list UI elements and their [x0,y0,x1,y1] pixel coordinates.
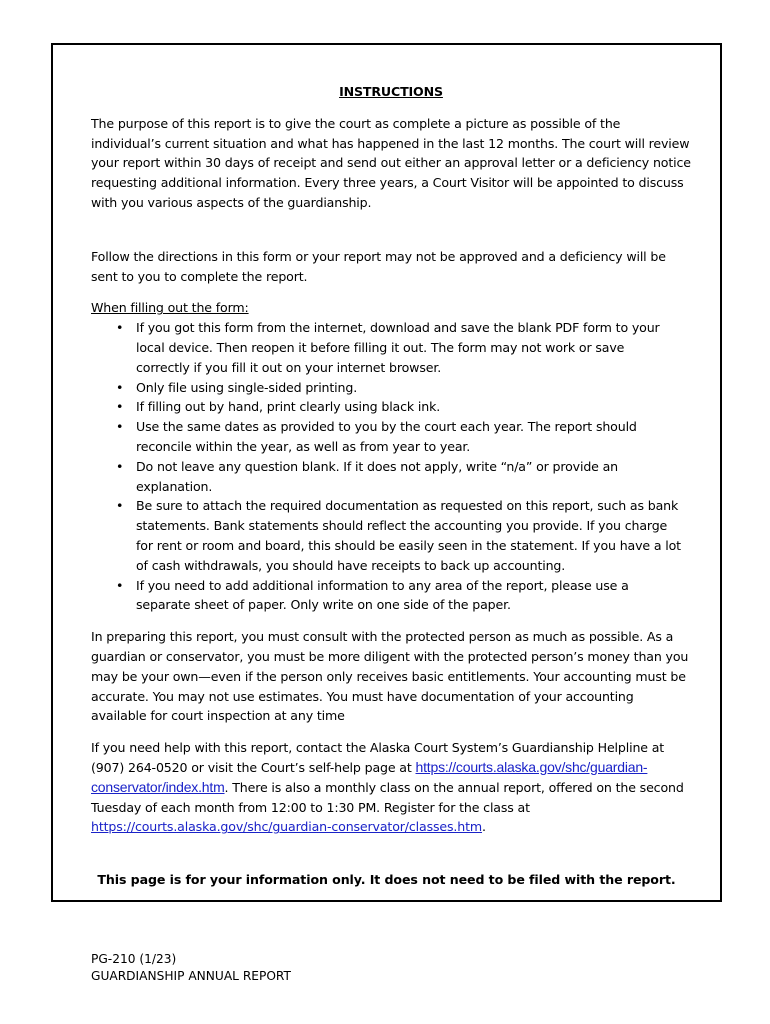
follow-directions-paragraph: Follow the directions in this form or your report may not be approved and a deficiency will be sent to you to complete the report. [91,248,666,284]
list-item: • Be sure to attach the required documentation as requested on this report, such as bank statements. Bank statements should reflect the accounting you provide. If you charge for rent or room and board, this should be easily seen in the statement. If you have a lot of cash withdrawals, you should have receipts to back up accounting. [136,496,691,575]
help-paragraph [91,738,691,837]
class-registration-link[interactable]: https://courts.alaska.gov/shc/guardian-conservator/classes.htm [91,819,483,835]
filling-out-list [91,318,691,615]
filling-out-heading: When filling out the form: [91,300,249,316]
list-item: • Do not leave any question blank. If it does not apply, write “n/a” or provide an explanation. [136,457,691,497]
consult-paragraph: In preparing this report, you must consult with the protected person as much as possible. As a guardian or conservator, you must be more diligent with the protected person’s money than you may be your own—even if the person only receives basic entitlements. Your accounting must be accurate. You may not use estimates. You must have documentation of your accounting available for court inspection at any time [91,629,689,724]
list-item: • If filling out by hand, print clearly using black ink. [136,397,691,417]
list-item: • If you got this form from the internet, download and save the blank PDF form to your local device. Then reopen it before filling it out. The form may not work or save correctly if you fill it out on your internet browser. [136,318,691,377]
form-footer [91,951,291,985]
help-text-class-info: . There is also a monthly class on the annual report, offered on the second Tuesday of each month from 12:00 to 1:30 PM. Register for the class at [91,779,684,815]
help-text-intro: If you need help with this report, contact the Alaska Court System’s Guardianship Helpline at (907) 264-0520 or visit the Court’s self-help page at [91,740,665,775]
form-title: GUARDIANSHIP ANNUAL REPORT [91,969,291,983]
form-code: PG-210 (1/23) [91,952,177,966]
list-item: • If you need to add additional information to any area of the report, please use a separate sheet of paper. Only write on one side of the paper. [136,576,691,616]
instructions-title: INSTRUCTIONS [339,84,443,99]
instructions-content [91,82,691,837]
purpose-paragraph: The purpose of this report is to give the court as complete a picture as possible of the individual’s current situation and what has happened in the last 12 months. The court will review your report within 30 days of receipt and send out either an approval letter or a deficiency notice requesting additional information. Every three years, a Court Visitor will be appointed to discuss with you various aspects of the guardianship. [91,115,691,210]
self-help-page-link[interactable]: https://courts.alaska.gov/shc/guardian-conservator/index.htm [91,758,648,795]
list-item: • Use the same dates as provided to you by the court each year. The report should reconcile within the year, as well as from year to year. [136,417,691,457]
information-only-note: This page is for your information only. It does not need to be filed with the report. [97,872,676,887]
list-item: • Only file using single-sided printing. [136,378,691,398]
help-text-end: . [482,819,486,835]
